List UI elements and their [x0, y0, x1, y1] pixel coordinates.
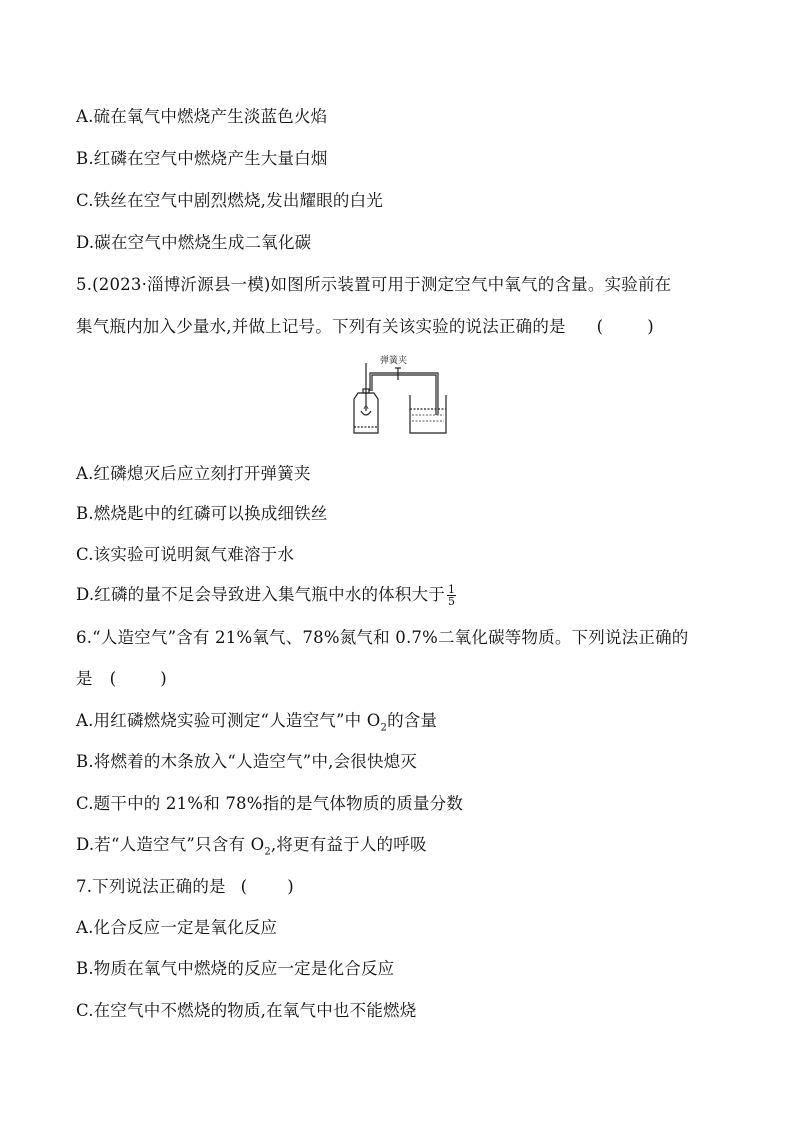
spring-clip — [395, 368, 401, 380]
q5-stem-line1: 5.(2023·淄博沂源县一模)如图所示装置可用于测定空气中氧气的含量。实验前在 — [76, 275, 672, 294]
q7-stem-text: 7.下列说法正确的是 — [76, 877, 226, 896]
q6-option-d — [76, 834, 722, 863]
q4-option-a: A.硫在氧气中燃烧产生淡蓝色火焰 — [76, 107, 328, 126]
q7-option-c: C.在空气中不燃烧的物质,在氧气中也不能燃烧 — [76, 1001, 417, 1020]
q4-option-b: B.红磷在空气中燃烧产生大量白烟 — [76, 149, 328, 168]
q4-option-c: C.铁丝在空气中剧烈燃烧,发出耀眼的白光 — [76, 191, 384, 210]
q6-option-d-text-end: ,将更有益于人的呼吸 — [270, 835, 427, 854]
q5-stem-text: 集气瓶内加入少量水,并做上记号。下列有关该实验的说法正确的是 — [76, 317, 566, 336]
q7-option-b: B.物质在氧气中燃烧的反应一定是化合反应 — [76, 959, 395, 978]
subscript: 2 — [380, 722, 388, 734]
fraction-one-fifth — [447, 584, 456, 607]
q7-answer-paren-open: ( — [240, 877, 248, 896]
q5-option-a: A.红磷熄灭后应立刻打开弹簧夹 — [76, 464, 311, 483]
q6-answer-paren-open: ( — [109, 669, 117, 688]
spring-clip-label: 弹簧夹 — [380, 356, 408, 366]
q6-stem-text: 是 — [76, 669, 93, 688]
q6-option-a-text: A.用红磷燃烧实验可测定“人造空气”中 O — [76, 711, 381, 730]
q6-option-a — [76, 710, 722, 739]
q5-option-d — [76, 584, 722, 607]
q5-answer-paren-open: ( — [596, 317, 604, 336]
q6-option-a-text-end: 的含量 — [387, 711, 438, 730]
q5-stem-line2 — [76, 316, 722, 338]
q5-option-b: B.燃烧匙中的红磷可以换成细铁丝 — [76, 504, 328, 523]
q5-option-d-text: D.红磷的量不足会导致进入集气瓶中水的体积大于 — [76, 585, 445, 604]
q6-stem-line1: 6.“人造空气”含有 21%氧气、78%氮气和 0.7%二氧化碳等物质。下列说法正确的 — [76, 628, 689, 647]
q5-answer-paren-close: ) — [647, 317, 654, 336]
subscript: 2 — [264, 846, 271, 858]
fraction-numerator: 1 — [448, 583, 456, 596]
q6-option-d-text: D.若“人造空气”只含有 O — [76, 835, 265, 854]
q7-stem — [76, 876, 722, 898]
q7-option-a: A.化合反应一定是氧化反应 — [76, 918, 278, 937]
q4-option-d: D.碳在空气中燃烧生成二氧化碳 — [76, 233, 312, 252]
q6-stem-line2 — [76, 668, 722, 690]
q6-option-b: B.将燃着的木条放入“人造空气”中,会很快熄灭 — [76, 752, 418, 771]
q6-option-c: C.题干中的 21%和 78%指的是气体物质的质量分数 — [76, 794, 464, 813]
fraction-denominator: 5 — [448, 595, 456, 608]
apparatus-diagram — [350, 353, 450, 437]
beaker — [410, 395, 446, 433]
q7-answer-paren-close: ) — [287, 877, 294, 896]
q5-option-c: C.该实验可说明氮气难溶于水 — [76, 545, 295, 564]
q6-answer-paren-close: ) — [160, 669, 167, 688]
